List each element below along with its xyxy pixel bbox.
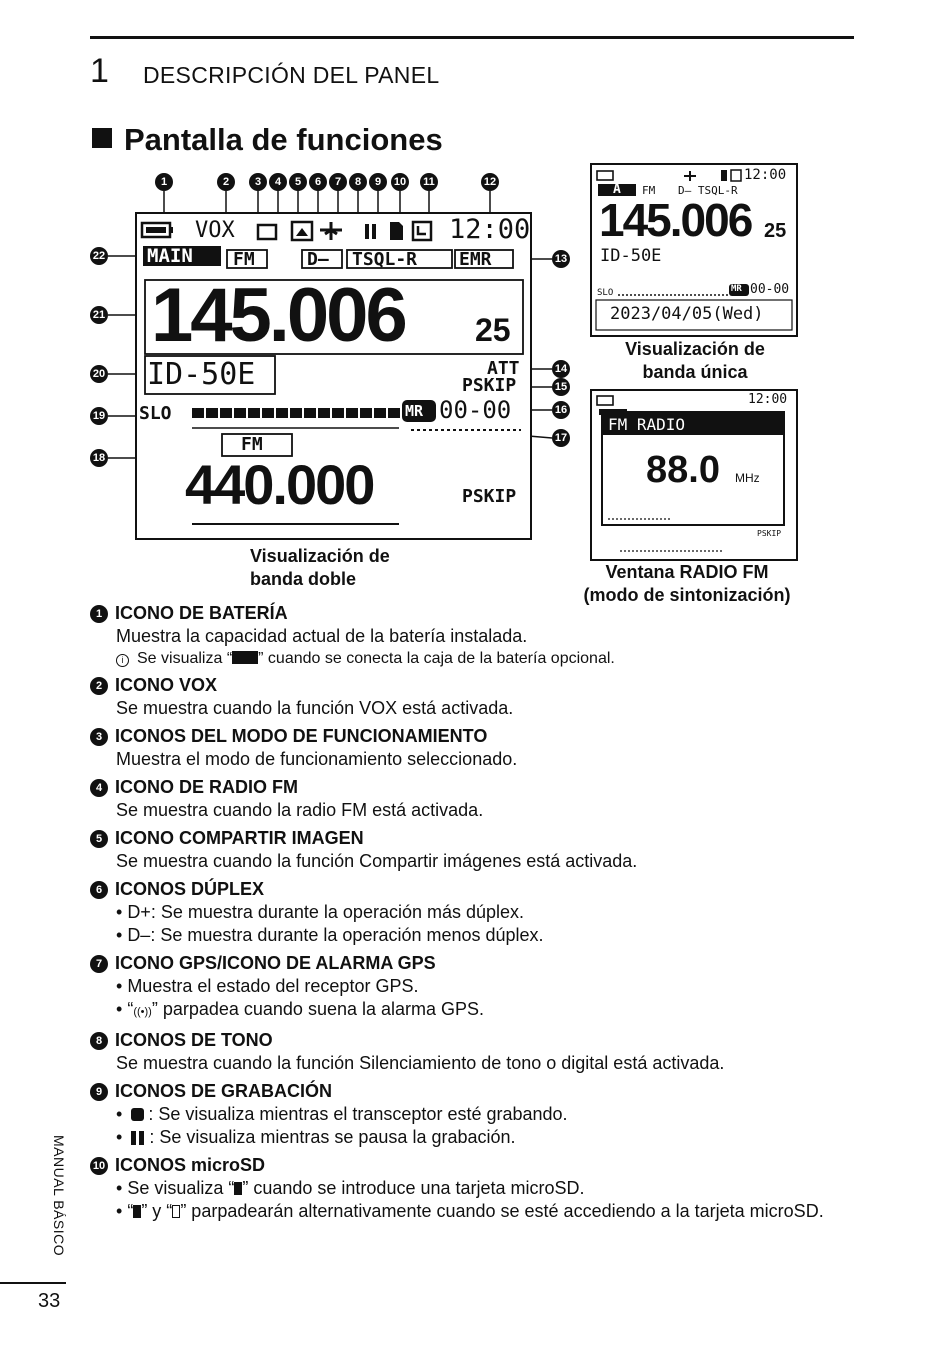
mode-icon bbox=[258, 225, 276, 239]
item-number: 6 bbox=[90, 881, 108, 899]
callout-14: 14 bbox=[552, 360, 570, 378]
dual-band-display bbox=[135, 212, 532, 540]
callout-19: 19 bbox=[90, 407, 108, 425]
item-bullet: • Muestra el estado del receptor GPS. bbox=[116, 976, 419, 996]
item-number: 9 bbox=[90, 1083, 108, 1101]
item-body: Muestra el modo de funcionamiento seleccionado. bbox=[116, 749, 518, 769]
single-callsign: ID-50E bbox=[600, 246, 662, 266]
chapter-number: 1 bbox=[90, 52, 109, 90]
item-bullet: • : Se visualiza mientras el transceptor esté grabando. bbox=[116, 1104, 568, 1124]
item-bullet: • D–: Se muestra durante la operación menos dúplex. bbox=[116, 925, 544, 945]
list-item bbox=[90, 952, 850, 1024]
main-frequency: 145.006 bbox=[151, 273, 405, 358]
callout-1: 1 bbox=[155, 173, 173, 191]
main-frequency-small: 25 bbox=[475, 312, 511, 348]
callout-3: 3 bbox=[249, 173, 267, 191]
item-bullet: • D+: Se muestra durante la operación más dúplex. bbox=[116, 902, 525, 922]
callout-4: 4 bbox=[269, 173, 287, 191]
callout-13: 13 bbox=[552, 250, 570, 268]
battery-fill bbox=[146, 227, 166, 233]
item-bullet: • : Se visualiza mientras se pausa la grabación. bbox=[116, 1127, 516, 1147]
item-number: 8 bbox=[90, 1032, 108, 1050]
sub-pskip-text: PSKIP bbox=[462, 486, 517, 507]
callout-21: 21 bbox=[90, 306, 108, 324]
callout-9: 9 bbox=[369, 173, 387, 191]
battery-case-icon bbox=[232, 651, 258, 664]
record-icon bbox=[131, 1108, 144, 1121]
single-band: A bbox=[613, 182, 621, 197]
item-title: ICONO COMPARTIR IMAGEN bbox=[115, 828, 364, 848]
callout-6: 6 bbox=[309, 173, 327, 191]
pskip-text: PSKIP bbox=[462, 375, 517, 396]
single-timer-icon bbox=[731, 170, 741, 181]
item-body: Muestra la capacidad actual de la batería instalada. bbox=[116, 626, 528, 646]
item-title: ICONOS DÚPLEX bbox=[115, 879, 265, 899]
squelch-text: SLO bbox=[139, 403, 172, 424]
item-bullet: • “ ” y “ ” parpadearán alternativamente cuando se esté accediendo a la tarjeta microSD. bbox=[116, 1201, 824, 1221]
callout-10: 10 bbox=[391, 173, 409, 191]
emr-text: EMR bbox=[459, 249, 492, 270]
chapter-title: DESCRIPCIÓN DEL PANEL bbox=[143, 62, 440, 88]
fm-title: FM RADIO bbox=[608, 415, 686, 434]
memory-channel-text: 00-00 bbox=[439, 396, 512, 424]
callout-18: 18 bbox=[90, 449, 108, 467]
callout-15: 15 bbox=[552, 378, 570, 396]
single-memory: 00-00 bbox=[750, 282, 790, 297]
timer-hands bbox=[418, 226, 426, 234]
item-title: ICONO DE RADIO FM bbox=[115, 777, 298, 797]
item-title: ICONOS microSD bbox=[115, 1155, 266, 1175]
single-band-display bbox=[590, 163, 798, 337]
callout-12: 12 bbox=[481, 173, 499, 191]
single-frequency-small: 25 bbox=[764, 220, 787, 242]
item-number: 1 bbox=[90, 605, 108, 623]
record-pause-bar-left bbox=[365, 224, 369, 239]
side-label: MANUAL BÁSICO bbox=[51, 1135, 67, 1257]
image-share-mountain bbox=[296, 228, 308, 236]
item-title: ICONO VOX bbox=[115, 675, 218, 695]
single-sd-icon bbox=[721, 170, 727, 181]
fm-pskip: PSKIP bbox=[757, 529, 782, 538]
single-tone: D– TSQL-R bbox=[678, 184, 738, 197]
item-number: 2 bbox=[90, 677, 108, 695]
item-note: i Se visualiza “ ” cuando se conecta la caja de la batería opcional. bbox=[90, 648, 850, 669]
item-title: ICONO GPS/ICONO DE ALARMA GPS bbox=[115, 953, 436, 973]
item-body: Se muestra cuando la función VOX está activada. bbox=[116, 698, 514, 718]
battery-tip bbox=[170, 227, 173, 233]
tone-text: TSQL-R bbox=[352, 249, 418, 270]
page-rule bbox=[0, 1282, 66, 1284]
item-body: Se muestra cuando la función Silenciamiento de tono o digital está activada. bbox=[116, 1053, 725, 1073]
single-caption: Visualización de banda única bbox=[625, 339, 765, 382]
item-body: Se muestra cuando la función Compartir imágenes está activada. bbox=[116, 851, 638, 871]
list-item bbox=[90, 725, 850, 771]
item-number: 4 bbox=[90, 779, 108, 797]
callout-20: 20 bbox=[90, 365, 108, 383]
list-item bbox=[90, 1029, 850, 1075]
single-clock: 12:00 bbox=[744, 167, 787, 183]
callout-2: 2 bbox=[217, 173, 235, 191]
item-title: ICONO DE BATERÍA bbox=[115, 603, 288, 623]
timer-icon bbox=[413, 222, 431, 240]
callout-7: 7 bbox=[329, 173, 347, 191]
list-item bbox=[90, 776, 850, 822]
description-list bbox=[90, 602, 850, 1228]
list-item bbox=[90, 602, 850, 669]
item-number: 3 bbox=[90, 728, 108, 746]
microsd-icon bbox=[390, 222, 403, 240]
sub-frequency: 440.000 bbox=[185, 453, 374, 516]
item-number: 5 bbox=[90, 830, 108, 848]
duplex-text: D– bbox=[307, 249, 329, 270]
vox-text: VOX bbox=[195, 218, 235, 243]
fm-radio-window bbox=[590, 389, 798, 561]
item-body: Se muestra cuando la radio FM está activada. bbox=[116, 800, 484, 820]
item-number: 10 bbox=[90, 1157, 108, 1175]
record-pause-bar-right bbox=[372, 224, 376, 239]
item-title: ICONOS DE GRABACIÓN bbox=[115, 1081, 333, 1101]
fm-caption: Ventana RADIO FM (modo de sintonización) bbox=[583, 562, 791, 605]
callout-8: 8 bbox=[349, 173, 367, 191]
page-number: 33 bbox=[38, 1290, 61, 1312]
main-badge-text: MAIN bbox=[147, 245, 193, 267]
item-title: ICONOS DEL MODO DE FUNCIONAMIENTO bbox=[115, 726, 488, 746]
s-meter-bar bbox=[192, 408, 400, 418]
item-number: 7 bbox=[90, 955, 108, 973]
single-mr-text: MR bbox=[731, 284, 742, 294]
section-title: Pantalla de funciones bbox=[92, 122, 443, 158]
callout-17: 17 bbox=[552, 429, 570, 447]
callout-16: 16 bbox=[552, 401, 570, 419]
item-bullet: • Se visualiza “ ” cuando se introduce una tarjeta microSD. bbox=[116, 1178, 585, 1198]
callout-5: 5 bbox=[289, 173, 307, 191]
mode-text: FM bbox=[233, 249, 255, 270]
single-squelch: SLO bbox=[597, 288, 614, 298]
list-item bbox=[90, 827, 850, 873]
sub-mode-text: FM bbox=[241, 434, 263, 455]
list-item bbox=[90, 1080, 850, 1149]
callout-22: 22 bbox=[90, 247, 108, 265]
fm-battery-icon bbox=[597, 396, 613, 405]
single-mode: FM bbox=[642, 184, 656, 197]
item-title: ICONOS DE TONO bbox=[115, 1030, 273, 1050]
list-item bbox=[90, 878, 850, 947]
fm-frequency: 88.0 bbox=[646, 449, 720, 491]
single-battery-icon bbox=[597, 171, 613, 180]
single-frequency: 145.006 bbox=[599, 194, 752, 246]
fm-unit: MHz bbox=[735, 471, 760, 485]
gps-icon bbox=[320, 222, 342, 240]
dual-caption: Visualización de banda doble bbox=[250, 546, 390, 589]
pause-icon bbox=[131, 1131, 136, 1145]
callsign-text: ID-50E bbox=[147, 357, 256, 392]
att-text: ATT bbox=[487, 358, 520, 379]
list-item bbox=[90, 674, 850, 720]
mr-badge-text: MR bbox=[405, 402, 424, 420]
callout-11: 11 bbox=[420, 173, 438, 191]
single-date: 2023/04/05(Wed) bbox=[610, 304, 764, 324]
info-icon: i bbox=[116, 654, 129, 667]
fm-clock: 12:00 bbox=[748, 392, 788, 407]
item-bullet: • “((•))” parpadea cuando suena la alarma GPS. bbox=[116, 999, 485, 1019]
gps-alarm-icon: ((•)) bbox=[133, 1006, 152, 1018]
clock-text: 12:00 bbox=[449, 214, 531, 245]
list-item bbox=[90, 1154, 850, 1223]
single-gps-icon bbox=[684, 171, 696, 181]
